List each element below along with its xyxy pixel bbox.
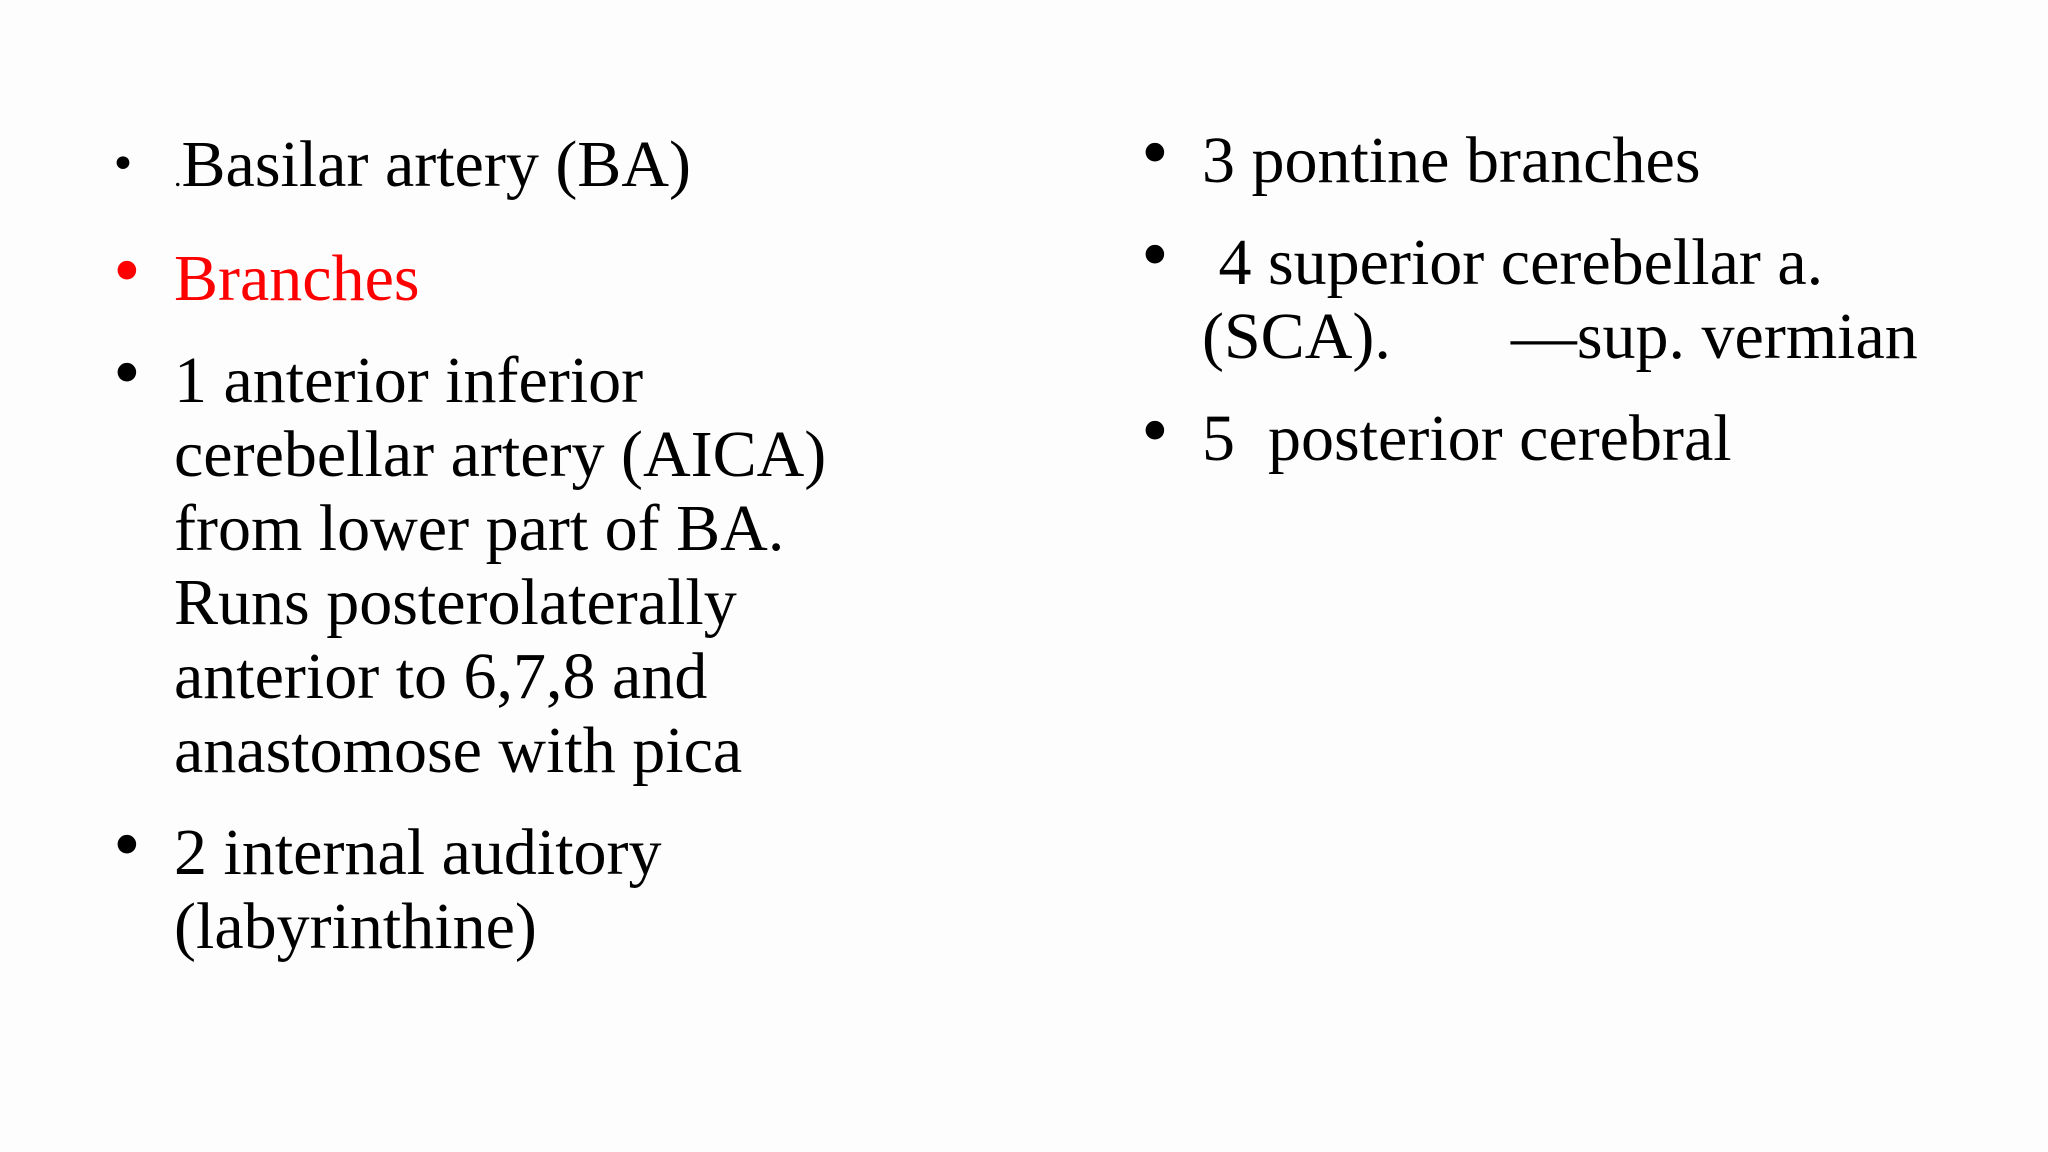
bullet-icon: •: [1136, 396, 1174, 470]
list-item-branches: [108, 236, 888, 316]
aica-line-4: Runs posterolaterally: [174, 566, 737, 639]
list-item-posterior-cerebral: [1136, 396, 2016, 476]
sca-abbrev: (SCA).: [1202, 300, 1391, 373]
bullet-icon: •: [108, 236, 146, 310]
list-item-pontine-branches: [1136, 118, 2016, 198]
bullet-icon: •: [110, 139, 136, 190]
posterior-cerebral-text: 5 posterior cerebral: [1202, 402, 1732, 475]
aica-line-3: from lower part of BA.: [174, 492, 785, 565]
aica-line-2: cerebellar artery (AICA): [174, 418, 827, 491]
sup-vermian-text: —sup. vermian: [1510, 300, 1918, 373]
branches-heading: Branches: [174, 242, 420, 315]
slide-title: Basilar artery (BA): [181, 128, 691, 201]
bullet-icon: •: [1136, 220, 1174, 294]
aica-line-6: anastomose with pica: [174, 714, 743, 787]
bullet-icon: •: [1136, 118, 1174, 192]
bullet-icon: •: [108, 810, 146, 884]
leading-dot: .: [174, 160, 182, 193]
list-item-aica: [108, 338, 888, 788]
left-bullet-list: [108, 128, 888, 992]
sca-line-1: 4 superior cerebellar a.: [1202, 226, 1824, 299]
list-item-internal-auditory: [108, 810, 888, 964]
right-bullet-list: [1136, 118, 2016, 504]
aica-line-5: anterior to 6,7,8 and: [174, 640, 708, 713]
internal-auditory-line-2: (labyrinthine): [174, 890, 537, 963]
aica-line-1: 1 anterior inferior: [174, 344, 644, 417]
list-item-superior-cerebellar: [1136, 220, 2016, 374]
pontine-branches-text: 3 pontine branches: [1202, 124, 1701, 197]
list-item-basilar-artery: [108, 128, 888, 214]
bullet-icon: •: [108, 338, 146, 412]
internal-auditory-line-1: 2 internal auditory: [174, 816, 662, 889]
